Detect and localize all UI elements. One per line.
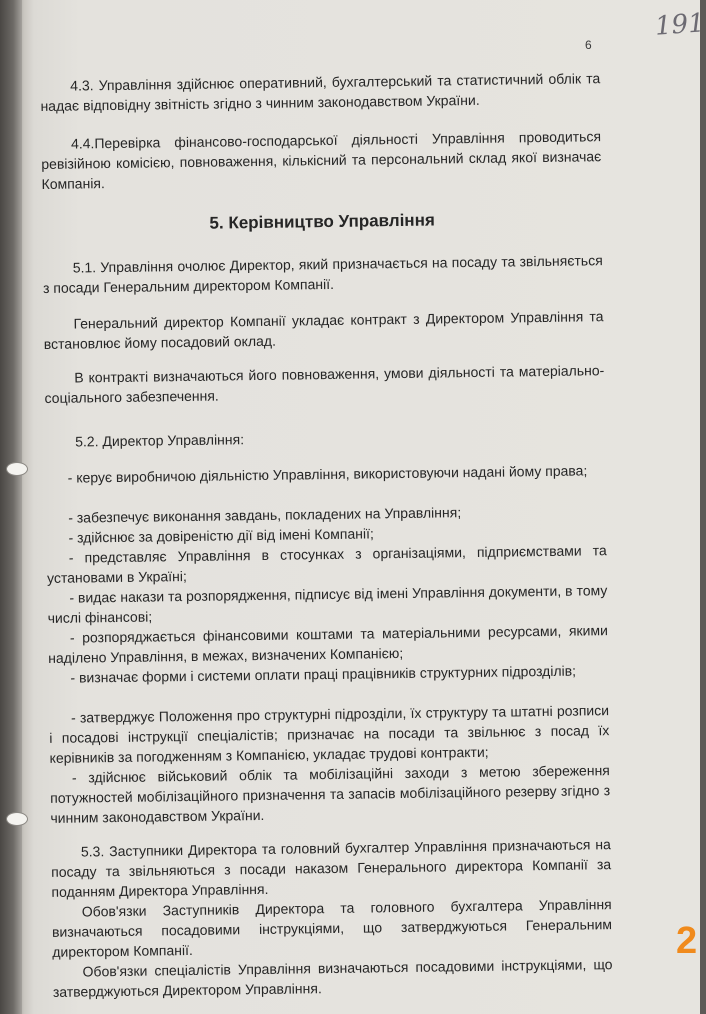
document-body (40, 62, 613, 1000)
binding-hole (6, 812, 28, 826)
handwritten-sheet-number: 191 (654, 8, 706, 42)
binding-hole (6, 462, 28, 476)
duty-item: - забезпечує виконання завдань, покладених на Управління; (68, 504, 462, 526)
paragraph-5-1-contract: Генеральний директор Компанії укладає контракт з Директором Управління та встановлює йому посадовий оклад. (43, 308, 604, 352)
duty-item: - керує виробничою діяльністю Управління, використовуючи надані йому права; (67, 462, 588, 486)
duty-item: - видає накази та розпорядження, підписує від імені Управління документи, в тому числі фінансові; (47, 582, 608, 626)
paragraph-5-1-terms: В контракті визначаються його повноваження, умови діяльності та матеріально-соціального забезпечення. (44, 362, 605, 406)
paragraph-4-4: 4.4.Перевірка фінансово-господарської діяльності Управління проводиться ревізійною комісією, повноваження, кількісний та персональний склад якої визначає Компанія. (41, 128, 602, 192)
paragraph-5-3: 5.3. Заступники Директора та головний бухгалтер Управління призначаються на посаду та звільняються з посади наказом Генерального директора Компанії за поданням Директора Управління. (51, 836, 612, 900)
binding-spine (0, 0, 22, 1014)
duty-item: - розпоряджається фінансовими коштами та матеріальними ресурсами, якими наділено Управління, в межах, визначених Компанією; (48, 622, 608, 666)
section-heading: 5. Керівництво Управління (209, 210, 435, 233)
duty-item: - здійснює за довіреністю дії від імені Компанії; (68, 525, 374, 546)
duty-item: - визначає форми і системи оплати праці працівників структурних підрозділів; (70, 662, 577, 686)
corner-mark: 2 (676, 920, 698, 962)
duty-item: - здійснює військовий облік та мобілізаційні заходи з метою збереження потужностей мобілізаційного призначення та запасів мобілізаційного резерву згідно з чинним законодавством України. (50, 762, 611, 826)
paragraph-4-3: 4.3. Управління здійснює оперативний, бухгалтерський та статистичний облік та надає відповідну звітність згідно з чинним законодавством України. (40, 70, 601, 114)
paragraph-5-3-specialists: Обов'язки спеціалістів Управління визначаються посадовими інструкціями, що затверджуються Директором Управління. (52, 956, 613, 1000)
paragraph-5-1: 5.1. Управління очолює Директор, який призначається на посаду та звільняється з посади Генеральним директором Компанії. (42, 252, 603, 296)
duty-item: - представляє Управління в стосунках з організаціями, підприємствами та установами в Україні; (46, 542, 607, 586)
duty-item: - затверджує Положення про структурні підрозділи, їх структуру та штатні розписи і посадові інструкції спеціалістів; призначає на посади та звільнює з посад їх керівників за погодженням з Компанією, укладає трудові контракти; (49, 702, 610, 766)
page-number: 6 (585, 38, 592, 52)
paragraph-5-3-deputies: Обов'язки Заступників Директора та головного бухгалтера Управління визначаються посадовими інструкціями, що затверджуються Генеральним директором Компанії. (51, 896, 613, 960)
paragraph-5-2-intro: 5.2. Директор Управління: (75, 431, 245, 450)
